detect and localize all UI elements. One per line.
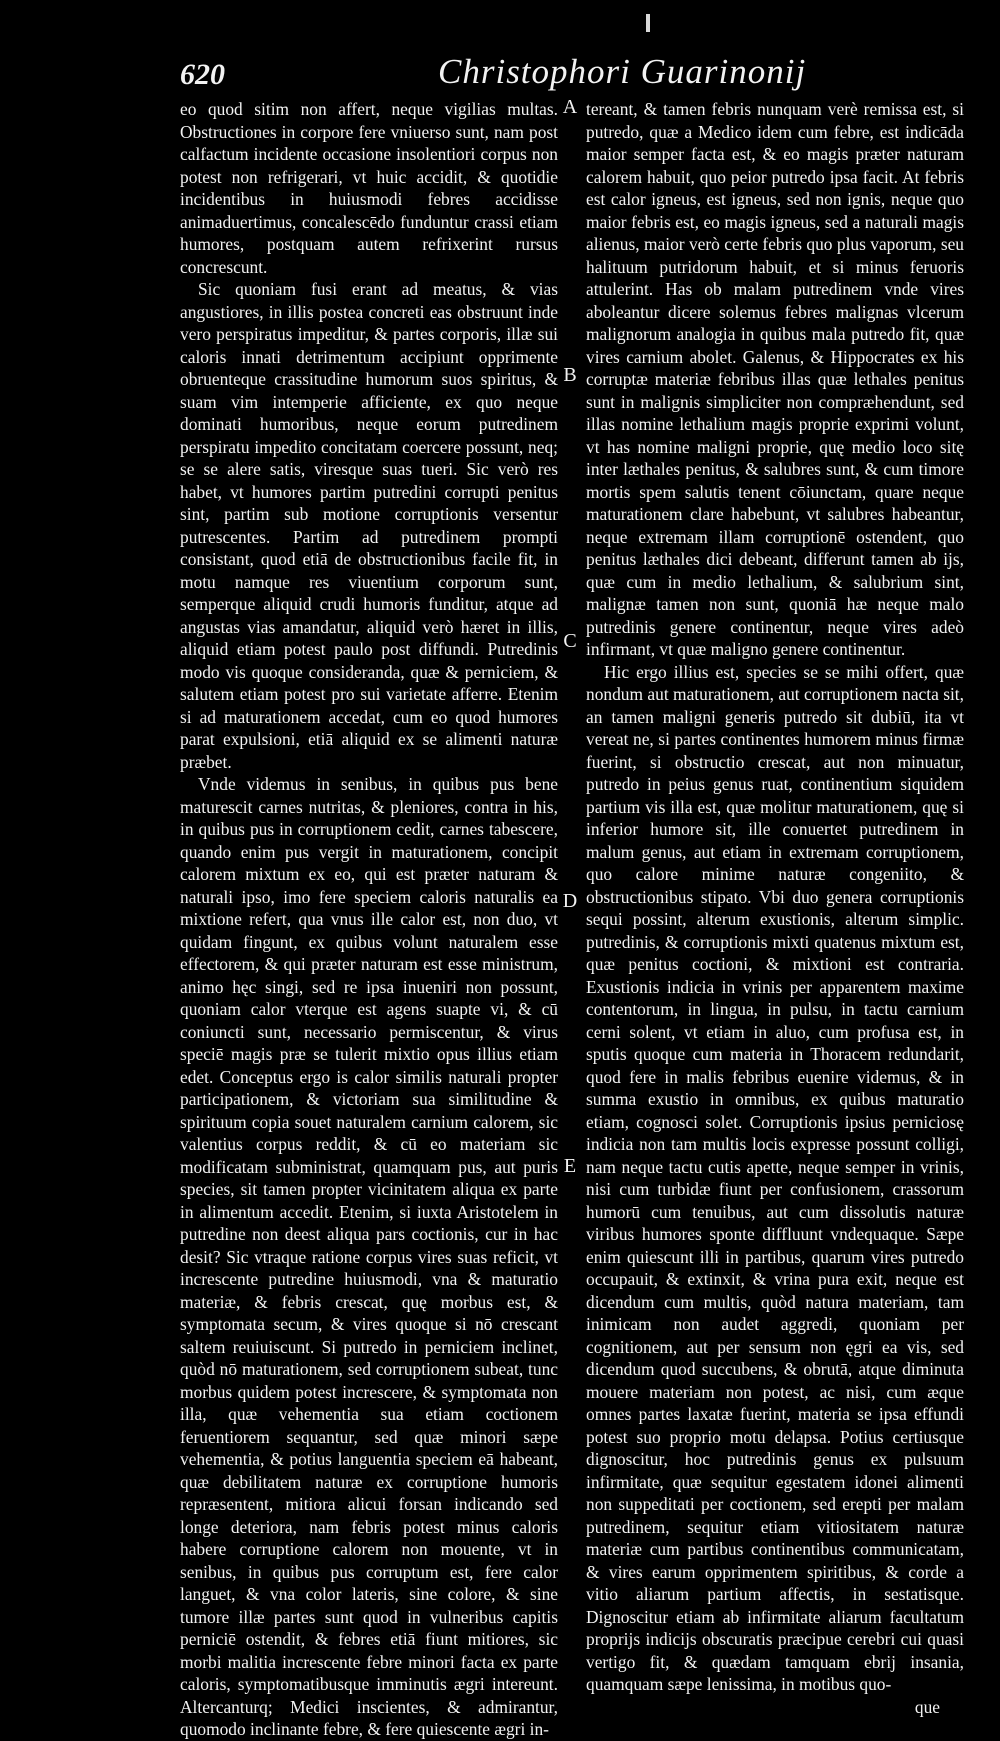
left-column	[180, 98, 558, 1741]
page-number: 620	[180, 58, 225, 91]
printer-mark	[646, 14, 650, 32]
right-column	[586, 98, 964, 1718]
margin-marker-c: C	[563, 630, 577, 652]
left-paragraph-1: eo quod sitim non affert, neque vigilias multas. Obstructiones in corpore fere vniuerso sunt, nam post calfactum incidente occasione insolentiori corpus non potest non refrigerari, vt huic accidit, & quotidie incidentibus in huiusmodi febres accidisse animaduertimus, concalescēdo funduntur crassi etiam humores, postquam autem refrixerint rursus concrescunt.	[180, 99, 558, 277]
margin-marker-d: D	[562, 890, 578, 912]
running-head: Christophori Guarinonij	[438, 52, 807, 91]
catchword: que	[914, 1696, 940, 1717]
margin-marker-b: B	[563, 364, 577, 386]
left-paragraph-3: Vnde videmus in senibus, in quibus pus bene maturescit carnes nutritas, & pleniores, contra in his, in quibus pus in corruptionem cedit, carnes tabescere, quando enim pus vergit in maturationem, concipit calorem mixtum ex eo, qui est præter naturam & naturali ipso, imo fere speciem caloris naturalis ea mixtione refert, qua vnus ille calor est, non duo, vt quidam fingunt, ex quibus volunt naturalem esse effectorem, & qui præter naturam est esse ministrum, animo hęc singi, sed re ipsa inueniri non possunt, quoniam calor vterque est agens suapte vi, & cū coniuncti sunt, necessario permiscentur, & virus speciē magis præ se tulerit mixtio opus illius etiam edet. Conceptus ergo is calor similis naturali propter participationem, & victoriam sua similitudine & spirituum copia souet naturalem carnium calorem, sic valentius corpus reddit, & cū eo materiam sic modificatam subministrat, quamquam pus, aut puris species, sit tamen propter vicinitatem aliqua ex parte in alimentum accedit. Etenim, si iuxta Aristotelem in putredine non deest aliqua pars coctionis, cur in hac desit? Sic vtraque ratione corpus vires suas reficit, vt increscente putredine huiusmodi, vna & maturatio materiæ, & febris crescat, quę morbus est, & symptomata secum, & vires quoque si nō crescant saltem reuiuiscunt. Si putredo in perniciem inclinet, quòd nō maturationem, sed corruptionem subeat, tunc morbus quidem potest increscere, & symptomata non illa, quæ vehementia sua etiam coctionem feruentiorem sequantur, sed quæ minori sæpe vehementia, & potius languentia speciem eā habeant, quæ debilitatem naturæ ex corruptione humoris repræsentent, mitiora alicui forsan indicando sed longe deteriora, nam febris potest minus caloris habere corruptione calorem non mouente, vt in senibus, in quibus pus corruptum est, fere calor languet, & vna color lateris, sine colore, & sine tumore illæ partes sunt quod in vulneribus capitis perniciē ostendit, & febres etiā fiunt mitiores, sic morbi malitia increscente febre minori facta ex parte caloris, symptomatibusque imminutis ægri intereunt. Altercanturq; Medici inscientes, & admirantur, quomodo inclinante febre, & fere quiescente ægri in-	[180, 774, 558, 1739]
right-paragraph-1: tereant, & tamen febris nunquam verè remissa est, si putredo, quæ a Medico idem cum febre, est indicāda maior semper facta est, & eo magis præter naturam calorem habuit, quo peior putredo ipsa facit. At febris est calor igneus, est igneus, sed non ignis, neque quo maior febris est, eo magis igneus, sed a naturali magis alienus, maior verò certe febris quo plus vaporum, seu halituum putridorum habuit, et si minus feruoris attulerint. Has ob malam putredinem vnde vires aboleantur dicere solemus febres malignas vlcerum malignorum analogia in quibus mala putredo fit, quæ vires carnium abolet. Galenus, & Hippocrates ex his corruptæ materiæ febribus illas quæ lethales penitus sunt in malignis simpliciter non compræhendunt, sed illas nomine lethalium magis proprie exprimi volunt, vt has nomine maligni proprie, quę medio loco sitę inter læthales penitus, & salubres sunt, & cum timore mortis spem salutis tenent cōiunctam, quare neque maturationem clare habebunt, vt salubres habeantur, neque extremam illam corruptionē ostendent, quo penitus læthales dici debeant, differunt tamen ab ijs, quæ cum in medio lethalium, & salubrium sint, malignæ tamen non sunt, quoniā hæ neque malo putredinis genere continentur, neque vires adeò infirmant, vt quæ maligno genere continentur.	[586, 99, 964, 659]
margin-marker-a: A	[562, 96, 578, 118]
right-paragraph-2: Hic ergo illius est, species se se mihi offert, quæ nondum aut maturationem, aut corruptionem nacta sit, an tamen maligni generis putredo sit dubiū, ita vt vereat ne, si partes continentes humorem minus firmæ fuerint, si obstructio crescat, aut non minuatur, putredo in peius genus ruat, continentium siquidem partium vis illa est, quæ molitur maturationem, quę si inferior humore sit, ille conuertet putredinem in malum genus, aut etiam in extremam corruptionem, quo calore minime naturæ congeniito, & obstructionibus stipato. Vbi duo genera corruptionis sequi possint, alterum exustionis, alterum simplic. putredinis, & corruptionis mixti quatenus mixtum est, quæ penitus coctioni, & mixtioni est contraria. Exustionis indicia in vrinis per apparentem maxime contentorum, in lingua, in pulsu, in tactu carnium cerni solent, vt etiam in aluo, cum profusa est, in sputis quoque cum materia in Thoracem redundarit, quod fere in malis febribus euenire videmus, & in summa exustio in omnibus, ex quibus maturatio etiam, cognosci solet. Corruptionis ipsius perniciosę indicia non tam multis locis expresse possunt colligi, nam neque tactu cutis apette, neque semper in vrinis, nisi cum turbidæ fiunt per confusionem, crassorum humorū cum tenuibus, aut cum dissolutis naturæ viribus humores sponte diffluunt vndequaque. Sæpe enim quiescunt illi in partibus, quarum vires putredo occupauit, & extinxit, & vrina pura exit, neque est dicendum cum multis, quòd natura materiam, tam inimicam non audet aggredi, quoniam per cognitionem, aut per sensum non ęgri ea vis, sed dicendum quod succubens, & obrutā, atque diminuta mouere materiam non potest, ac nisi, cum æque omnes partes laxatæ fuerint, materia se ipsa effundi potest suo proprio motu delapsa. Potius certiusque dignoscitur, hoc putredinis genus ex pulsuum infirmitate, quæ sequitur egestatem idonei alimenti non suppeditati per coctionem, sed erepti per malam putredinem, sequitur etiam vitiositatem naturæ materiæ cum partibus continentibus communicatam, & vires earum opprimentem spiritibus, & corde a vitio aliarum partium affectis, in sestatisque. Dignoscitur etiam ab infirmitate aliarum facultatum proprijs indicijs obscuratis præcipue cerebri cui quasi vertigo fit, & quædam tamquam ebrij insania, quamquam sæpe lenissima, in motibus quo-	[586, 661, 964, 1694]
margin-marker-e: E	[563, 1155, 577, 1177]
left-paragraph-2: Sic quoniam fusi erant ad meatus, & vias angustiores, in illis postea concreti eas obstruunt inde vero perspiratus impeditur, & partes corporis, illæ sui caloris innati detrimentum accipiunt opprimente obruenteque crassitudine humorum suos spiritus, & suam vim intemperie afficiente, ex quo neque dominati humoribus, neque eorum putredinem perspiratu impedito concitatam coercere possunt, neq; se se alere satis, viresque suas tueri. Sic verò res habet, vt humores partim putredini corrupti penitus sint, partim sub motione corruptionis versentur putrescentes. Partim ad putredinem prompti consistant, quod etiā de obstructionibus facile fit, in motu namque res viuentium corporum sunt, semperque aliquid crudi humoris funditur, atque ad angustas vias amandatur, aliquid verò hæret in illis, aliquid etiam potest paulo post diffundi. Putredinis modo vis quoque consideranda, quæ & perniciem, & salutem etiam potest pro sui varietate afferre. Etenim si ad maturationem accedat, cum eo quod humores parat expulsioni, etiā aliquid ex se alimenti naturæ præbet.	[180, 279, 558, 772]
